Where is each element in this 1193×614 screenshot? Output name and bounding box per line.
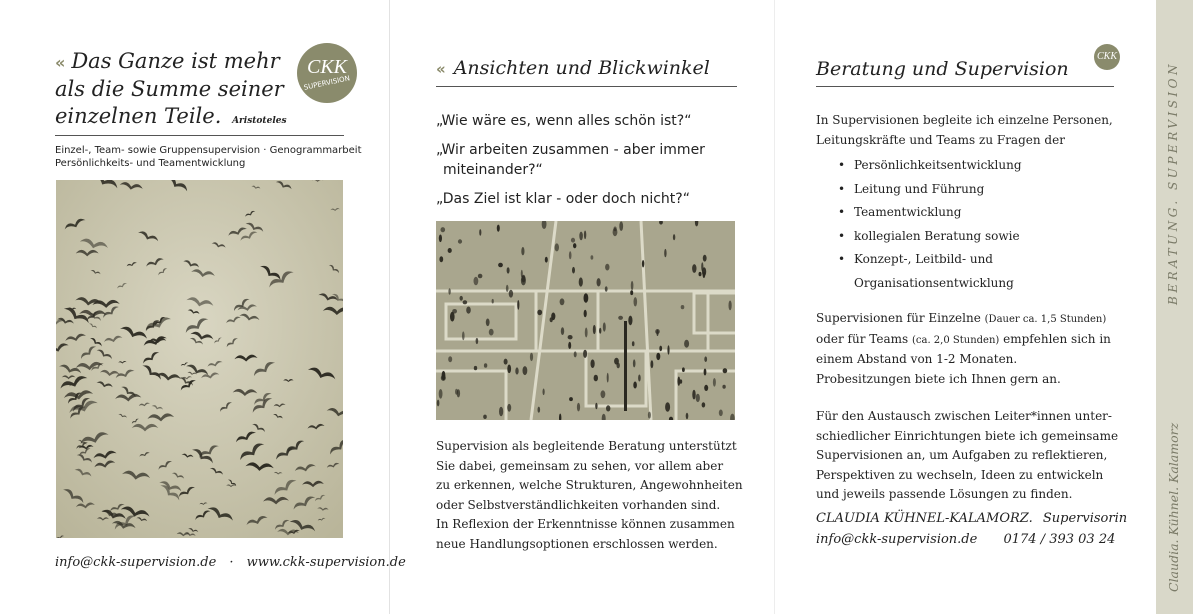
views-body-line: In Reflexion der Erkenntnisse können zusammen xyxy=(436,517,735,531)
views-body-line: Supervision als begleitende Beratung unterstützt xyxy=(436,439,737,453)
quote-1: „Wie wäre es, wenn alles schön ist?“ xyxy=(436,113,692,129)
topic-list-item: Organisationsentwicklung xyxy=(854,275,1014,290)
views-body-line: zu erkennen, welche Strukturen, Angewohnheiten xyxy=(436,478,743,492)
views-divider xyxy=(436,86,737,87)
panel-consulting xyxy=(774,0,1156,614)
plaza-aerial-image xyxy=(436,221,735,420)
views-body-line: neue Handlungsoptionen erschlossen werden. xyxy=(436,536,718,551)
intro-line-2: Leitungskräfte und Teams zu Fragen der xyxy=(816,132,1065,147)
logo-subtext: SUPERVISION xyxy=(303,74,351,92)
consulting-divider xyxy=(816,86,1114,87)
pricing-line-1: Supervisionen für Einzelne xyxy=(816,311,981,325)
topic-list-item: • Persönlichkeitsentwicklung xyxy=(854,154,1118,178)
contact-email-link[interactable]: info@ckk-supervision.de xyxy=(816,532,978,547)
pricing-duration-team: (ca. 2,0 Stunden) xyxy=(911,334,1000,346)
contact-line xyxy=(816,532,1115,547)
topic-list xyxy=(816,154,1118,295)
footer-website-link[interactable]: www.ckk-supervision.de xyxy=(246,555,406,570)
intro-line-1: In Supervisionen begleite ich einzelne Personen, xyxy=(816,113,1113,127)
side-strip xyxy=(1156,0,1193,614)
panel-intro xyxy=(0,0,406,614)
ckk-logo xyxy=(297,43,357,103)
heading-line-2: als die Summe seiner xyxy=(55,77,284,101)
group-paragraph-line: Für den Austausch zwischen Leiter*innen unter- xyxy=(816,409,1112,423)
topic-list-item: • kollegialen Beratung sowie xyxy=(854,225,1118,249)
intro-heading xyxy=(55,48,295,135)
chevron-double-left-icon: « xyxy=(55,53,62,72)
group-paragraph-line: und jeweils passende Lösungen zu finden. xyxy=(816,487,1073,501)
birds-flock-image xyxy=(56,180,343,538)
pricing-line-2: oder für Teams xyxy=(816,331,909,346)
views-body-line: oder Selbstverständlichkeiten vorhanden sind. xyxy=(436,497,721,512)
signature xyxy=(816,511,1127,526)
consulting-heading: Beratung und Supervision xyxy=(816,58,1069,80)
views-heading xyxy=(436,57,710,79)
group-paragraph xyxy=(816,407,1118,505)
views-heading-text: Ansichten und Blickwinkel xyxy=(453,57,710,79)
quote-3: „Das Ziel ist klar - oder doch nicht?“ xyxy=(436,191,690,207)
quote-2-line-2: miteinander?“ xyxy=(443,162,543,178)
views-body-line: Sie dabei, gemeinsam zu sehen, vor allem aber xyxy=(436,458,724,473)
group-paragraph-line: Perspektiven zu wechseln, Ideen zu entwickeln xyxy=(816,467,1104,482)
heading-divider xyxy=(55,135,344,136)
footer-contact xyxy=(55,551,406,570)
topic-list-item: • Leitung und Führung xyxy=(854,178,1118,202)
strip-top-text: BERATUNG. SUPERVISION xyxy=(1166,60,1180,305)
heading-line-1: Das Ganze ist mehr xyxy=(71,49,280,73)
footer-separator: · xyxy=(229,555,234,570)
services-line-1: Einzel-, Team- sowie Gruppensupervision · Genogrammarbeit xyxy=(55,145,362,156)
panel-views xyxy=(389,0,774,614)
quote-list xyxy=(436,111,705,209)
chevron-double-left-icon: « xyxy=(436,60,442,78)
pricing-line-2-end: empfehlen sich in xyxy=(1003,331,1111,346)
contact-phone: 0174 / 393 03 24 xyxy=(1003,532,1116,547)
quote-attribution: Aristoteles xyxy=(232,116,287,126)
small-logo-text: CKK xyxy=(1096,51,1117,62)
pricing-line-4: Probesitzungen biete ich Ihnen gern an. xyxy=(816,371,1061,386)
topic-list-item: • Teamentwicklung xyxy=(854,201,1118,225)
services-line-2: Persönlichkeits- und Teamentwicklung xyxy=(55,158,246,169)
ckk-small-logo xyxy=(1094,44,1120,70)
pricing-line-3: einem Abstand von 1-2 Monaten. xyxy=(816,352,1018,366)
footer-email-link[interactable]: info@ckk-supervision.de xyxy=(55,555,217,570)
services-list xyxy=(55,144,362,170)
strip-bottom-text: Claudia. Kühnel. Kalamorz xyxy=(1166,422,1181,592)
views-body xyxy=(436,437,743,554)
topic-list-item: • Konzept-, Leitbild- und xyxy=(854,248,1118,272)
consulting-content xyxy=(816,111,1118,505)
signature-name: CLAUDIA KÜHNEL-KALAMORZ. xyxy=(816,511,1033,526)
pricing-paragraph xyxy=(816,309,1118,389)
quote-2-line-1: „Wir arbeiten zusammen - aber immer xyxy=(436,142,705,158)
signature-role: Supervisorin xyxy=(1042,511,1128,526)
pricing-duration-single: (Dauer ca. 1,5 Stunden) xyxy=(984,314,1107,325)
group-paragraph-line: schiedlicher Einrichtungen biete ich gemeinsame xyxy=(816,428,1119,443)
group-paragraph-line: Supervisionen an, um Aufgaben zu reflektieren, xyxy=(816,448,1108,462)
logo-text: CKK xyxy=(306,56,348,78)
heading-line-3: einzelnen Teile. xyxy=(55,104,222,128)
